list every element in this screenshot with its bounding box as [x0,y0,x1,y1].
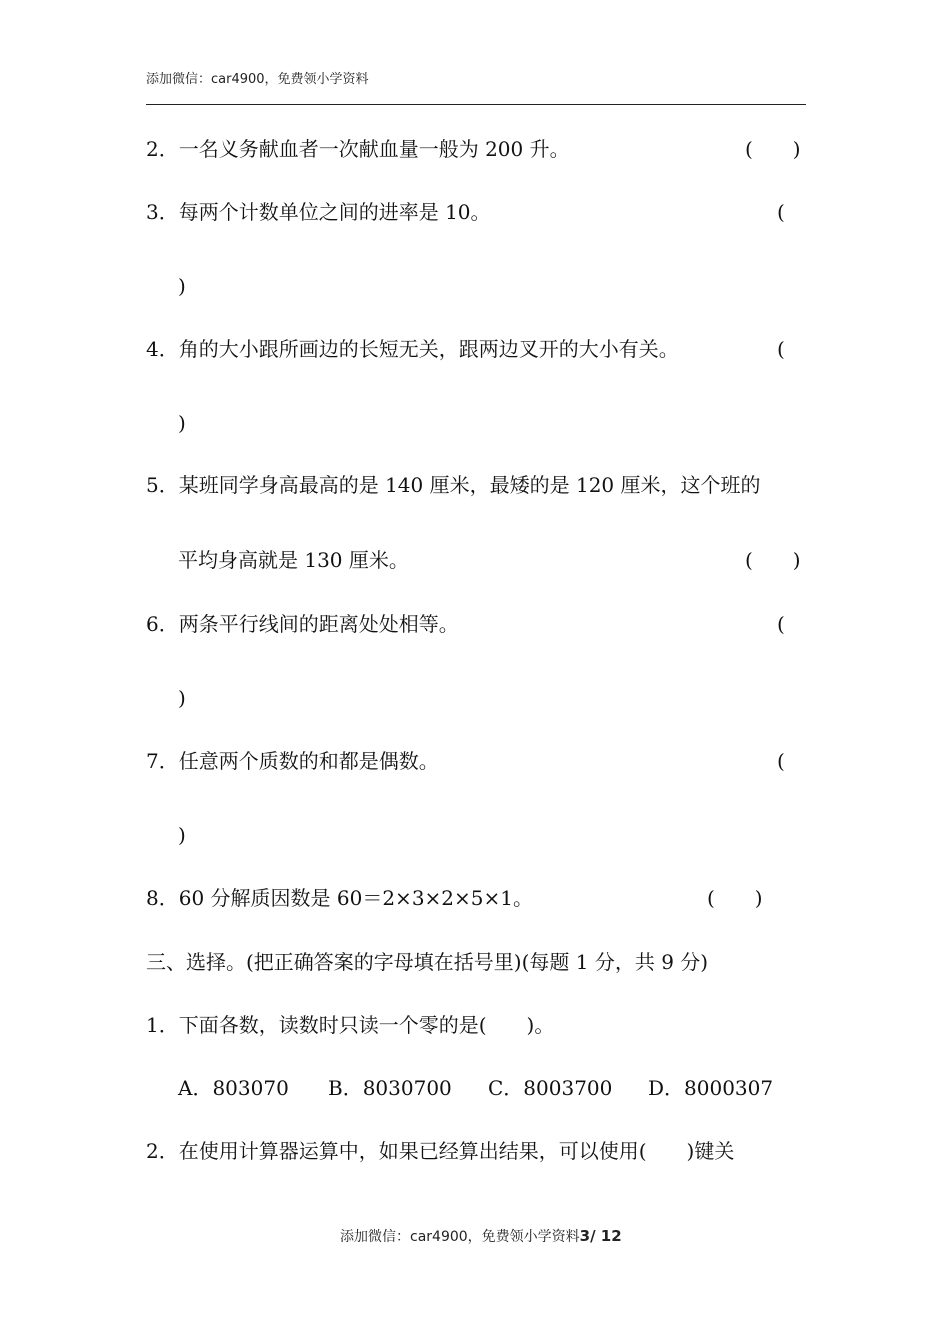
section-title: 三、选择。(把正确答案的字母填在括号里)(每题 1 分，共 9 分) [146,950,709,974]
judge-item-8: 8．60 分解质因数是 60＝2×3×2×5×1。 [146,886,533,910]
judge-item-5: 5．某班同学身高最高的是 140 厘米，最矮的是 120 厘米，这个班的 [146,473,761,497]
answer-paren: ( ) [745,137,801,161]
answer-paren-close: ) [178,411,186,435]
header-divider [146,104,806,105]
answer-paren-open: ( [777,612,785,636]
answer-paren-open: ( [777,200,785,224]
page-header: 添加微信：car4900，免费领小学资料 [146,72,369,87]
judge-item-6: 6．两条平行线间的距离处处相等。 [146,612,459,636]
option-b: B．8030700 [328,1076,452,1100]
page-footer [340,1226,622,1246]
judge-item-7: 7．任意两个质数的和都是偶数。 [146,749,439,773]
judge-item-3: 3．每两个计数单位之间的进率是 10。 [146,200,491,224]
answer-paren: ( ) [707,886,763,910]
answer-paren-open: ( [777,749,785,773]
judge-item-5-cont: 平均身高就是 130 厘米。 [178,548,409,572]
judge-item-2: 2．一名义务献血者一次献血量一般为 200 升。 [146,137,570,161]
footer-text: 添加微信：car4900，免费领小学资料 [340,1229,580,1245]
answer-paren-close: ) [178,274,186,298]
answer-paren-open: ( [777,337,785,361]
page-number: 3/ 12 [579,1227,622,1245]
option-d: D．8000307 [648,1076,774,1100]
judge-item-4: 4．角的大小跟所画边的长短无关，跟两边叉开的大小有关。 [146,337,679,361]
option-c: C．8003700 [488,1076,613,1100]
answer-paren: ( ) [745,548,801,572]
answer-paren-close: ) [178,686,186,710]
answer-paren-close: ) [178,823,186,847]
option-a: A．803070 [178,1076,289,1100]
choice-item-1: 1．下面各数，读数时只读一个零的是( )。 [146,1013,555,1037]
choice-item-2: 2．在使用计算器运算中，如果已经算出结果，可以使用( )键关 [146,1139,735,1163]
